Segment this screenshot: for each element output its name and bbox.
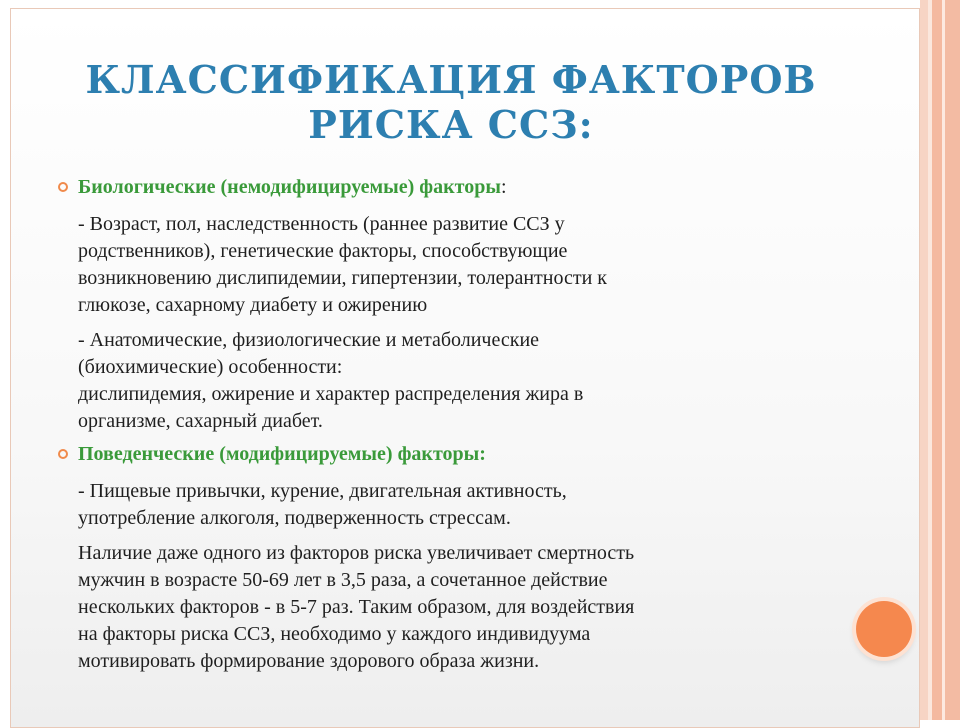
text-line: - Возраст, пол, наследственность (раннее развитие ССЗ у	[78, 213, 565, 235]
slide-content	[78, 174, 818, 675]
text-line: на факторы риска ССЗ, необходимо у каждого индивидуума	[78, 623, 591, 645]
slide-title	[71, 57, 831, 147]
decorative-stripes	[920, 0, 960, 720]
text-line: родственников), генетические факторы, способствующие	[78, 240, 568, 262]
bullet-circle-icon	[58, 449, 68, 459]
paragraph-conclusion	[78, 540, 818, 675]
text-line: - Анатомические, физиологические и метаболические	[78, 329, 540, 351]
text-line: мотивировать формирование здорового образа жизни.	[78, 650, 540, 672]
bullet-circle-icon	[58, 182, 68, 192]
decorative-orange-circle	[856, 601, 912, 657]
slide-title-line2: РИСКА ССЗ:	[308, 102, 594, 147]
paragraph-habits	[78, 478, 818, 532]
text-line: глюкозе, сахарному диабету и ожирению	[78, 294, 428, 316]
heading-text: Биологические (немодифицируемые) факторы	[78, 176, 501, 198]
text-line: дислипидемия, ожирение и характер распределения жира в	[78, 383, 584, 405]
section-heading-biological	[78, 174, 818, 201]
heading-colon: :	[500, 176, 507, 198]
text-line: мужчин в возрасте 50-69 лет в 3,5 раза, а сочетанное действие	[78, 569, 608, 591]
text-line: (биохимические) особенности:	[78, 356, 343, 378]
paragraph-anatomic	[78, 327, 818, 435]
text-line: организме, сахарный диабет.	[78, 410, 323, 432]
text-line: возникновению дислипидемии, гипертензии, толерантности к	[78, 267, 608, 289]
paragraph-heredity	[78, 211, 818, 319]
text-line: Наличие даже одного из факторов риска увеличивает смертность	[78, 542, 635, 564]
text-line: - Пищевые привычки, курение, двигательная активность,	[78, 480, 567, 502]
slide-title-line1: КЛАССИФИКАЦИЯ ФАКТОРОВ	[85, 57, 817, 102]
heading-text: Поведенческие (модифицируемые) факторы:	[78, 443, 486, 465]
section-heading-behavioral	[78, 441, 818, 468]
text-line: употребление алкоголя, подверженность стрессам.	[78, 507, 511, 529]
text-line: нескольких факторов - в 5-7 раз. Таким образом, для воздействия	[78, 596, 635, 618]
